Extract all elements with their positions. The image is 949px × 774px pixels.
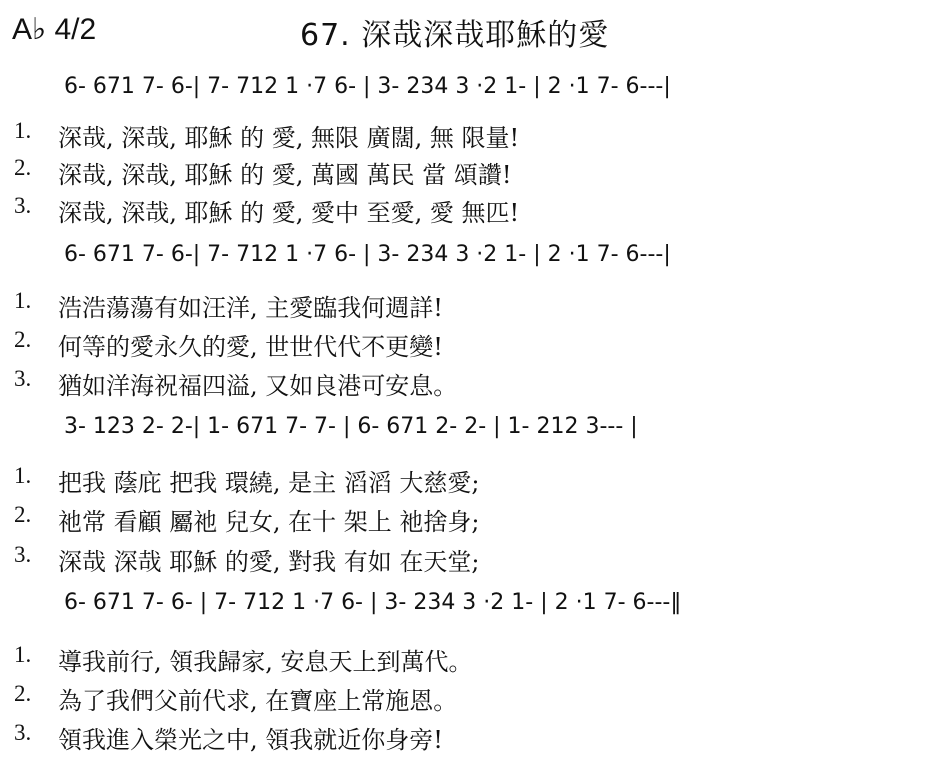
notation-text: 6- 671 7- 6-| 7- 712 1 ·7 6- | 3- 234 3 ·2 1- | 2 ·1 7- 6---|: [64, 242, 671, 267]
lyric-line: [0, 193, 949, 227]
lyric-line: [0, 327, 949, 361]
notation-text: 3- 123 2- 2-| 1- 671 7- 7- | 6- 671 2- 2- | 1- 212 3--- |: [64, 414, 638, 439]
verse-number: 2.: [14, 327, 32, 352]
notation-line: [0, 74, 949, 114]
lyric-text: 深哉, 深哉, 耶穌 的 愛, 萬國 萬民 當 頌讚!: [58, 161, 512, 189]
lyric-text: 導我前行, 領我歸家, 安息天上到萬代。: [58, 648, 473, 676]
lyric-text: 深哉 深哉 耶穌 的愛, 對我 有如 在天堂;: [58, 548, 480, 576]
lyric-text: 為了我們父前代求, 在寶座上常施恩。: [58, 687, 458, 715]
lyric-line: [0, 720, 949, 754]
lyric-text: 猶如洋海祝福四溢, 又如良港可安息。: [58, 372, 458, 400]
lyric-text: 把我 蔭庇 把我 環繞, 是主 滔滔 大慈愛;: [58, 469, 480, 497]
notation-text: 6- 671 7- 6-| 7- 712 1 ·7 6- | 3- 234 3 ·2 1- | 2 ·1 7- 6---|: [64, 74, 671, 99]
lyric-text: 領我進入榮光之中, 領我就近你身旁!: [58, 726, 443, 754]
lyric-text: 深哉, 深哉, 耶穌 的 愛, 無限 廣闊, 無 限量!: [58, 124, 520, 152]
lyric-line: [0, 463, 949, 497]
lyric-text: 祂常 看顧 屬祂 兒女, 在十 架上 祂捨身;: [58, 508, 480, 536]
notation-line: [0, 590, 949, 630]
lyric-line: [0, 288, 949, 322]
lyric-line: [0, 155, 949, 189]
verse-number: 1.: [14, 118, 32, 143]
verse-number: 1.: [14, 288, 32, 313]
verse-number: 3.: [14, 193, 32, 218]
lyric-text: 深哉, 深哉, 耶穌 的 愛, 愛中 至愛, 愛 無匹!: [58, 199, 520, 227]
lyric-line: [0, 542, 949, 576]
verse-number: 2.: [14, 681, 32, 706]
notation-text: 6- 671 7- 6- | 7- 712 1 ·7 6- | 3- 234 3 ·2 1- | 2 ·1 7- 6---‖: [64, 590, 682, 615]
key-signature: A♭ 4/2: [12, 13, 97, 46]
hymn-title: 67. 深哉深哉耶穌的愛: [300, 18, 610, 53]
verse-number: 3.: [14, 720, 32, 745]
notation-line: [0, 414, 949, 454]
lyric-line: [0, 642, 949, 676]
lyric-line: [0, 366, 949, 400]
lyric-text: 浩浩蕩蕩有如汪洋, 主愛臨我何週詳!: [58, 294, 443, 322]
lyric-line: [0, 502, 949, 536]
verse-number: 3.: [14, 366, 32, 391]
notation-line: [0, 242, 949, 282]
lyric-text: 何等的愛永久的愛, 世世代代不更變!: [58, 333, 443, 361]
verse-number: 1.: [14, 642, 32, 667]
lyric-line: [0, 681, 949, 715]
verse-number: 3.: [14, 542, 32, 567]
verse-number: 2.: [14, 502, 32, 527]
verse-number: 2.: [14, 155, 32, 180]
verse-number: 1.: [14, 463, 32, 488]
lyric-line: [0, 118, 949, 152]
